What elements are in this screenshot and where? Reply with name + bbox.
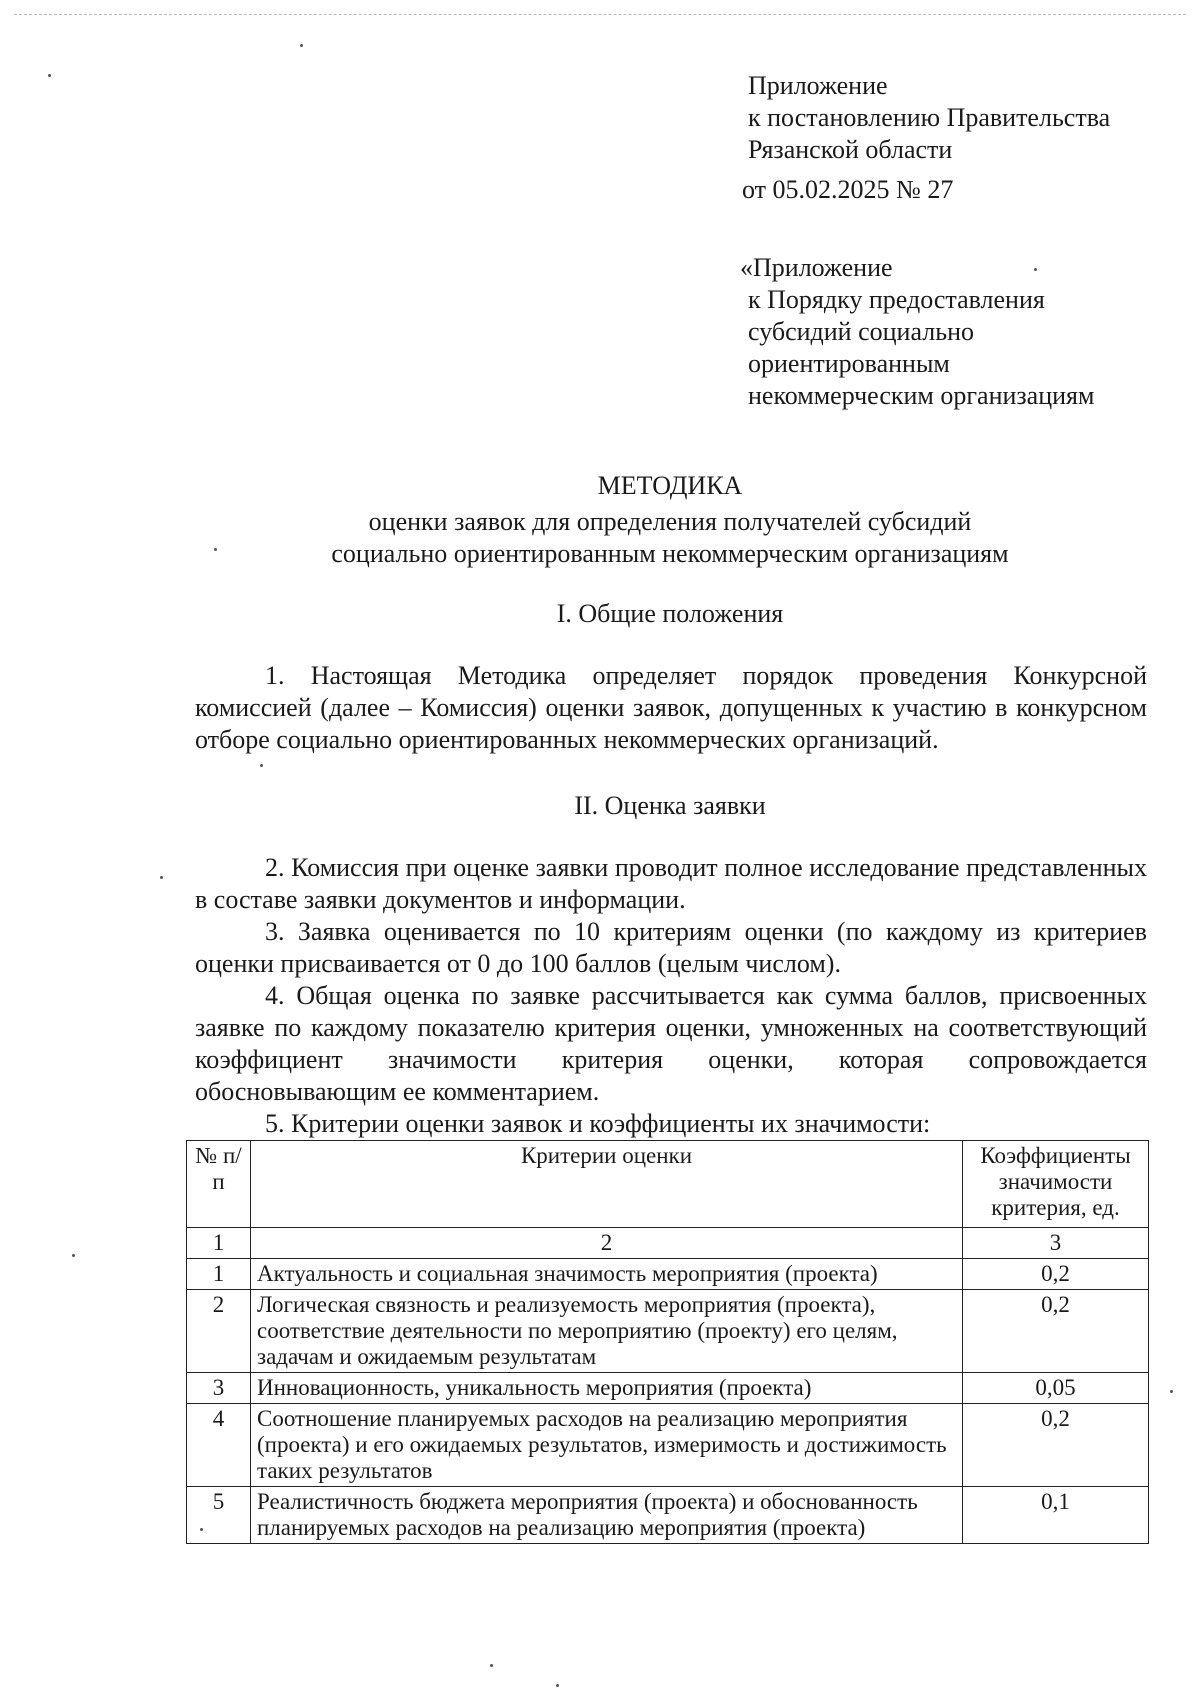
scan-edge-line [14,14,1186,15]
header-coefficient: Коэффициенты значимости критерия, ед. [963,1141,1149,1228]
section-heading-evaluation: II. Оценка заявки [574,791,766,820]
row-criterion: Соотношение планируемых расходов на реализацию мероприятия (проекта) и его ожидаемых результатов, измеримость и достижимость таких результатов [251,1404,963,1487]
document-title: МЕТОДИКА [597,471,743,500]
scan-speck [260,764,263,767]
appendix2-line: «Приложение [740,253,893,282]
document-subtitle-line: социально ориентированным некоммерческим организациям [331,539,1009,568]
row-criterion: Актуальность и социальная значимость мероприятия (проекта) [251,1259,963,1290]
table-row [187,1290,1149,1373]
row-criterion: Реалистичность бюджета мероприятия (проекта) и обоснованность планируемых расходов на реализацию мероприятия (проекта) [251,1487,963,1544]
table-row [187,1373,1149,1404]
header-number: № п/п [187,1141,251,1228]
column-number: 2 [251,1228,963,1259]
row-criterion: Инновационность, уникальность мероприятия (проекта) [251,1373,963,1404]
table-row [187,1404,1149,1487]
row-number: 5 [187,1487,251,1544]
paragraph-4: 4. Общая оценка по заявке рассчитывается как сумма баллов, присвоенных заявке по каждому показателю критерия оценки, умноженных на соответствующий коэффициент значимости критерия оценки, которая сопровождается обосновывающим ее комментарием. [195,981,1147,1106]
column-number: 1 [187,1228,251,1259]
scan-speck [556,1684,559,1687]
appendix2-line: к Порядку предоставления [748,285,1045,314]
header-criteria: Критерии оценки [251,1141,963,1228]
paragraph-5: 5. Критерии оценки заявок и коэффициенты их значимости: [265,1109,931,1138]
scan-speck [490,1664,493,1667]
appendix-line: к постановлению Правительства [748,103,1111,132]
row-coefficient: 0,2 [963,1404,1149,1487]
scan-speck [300,44,303,47]
table-column-numbers-row [187,1228,1149,1259]
row-criterion: Логическая связность и реализуемость мероприятия (проекта), соответствие деятельности по мероприятию (проекту) его целям, задачам и ожидаемым результатам [251,1290,963,1373]
table-row [187,1259,1149,1290]
row-number: 2 [187,1290,251,1373]
row-coefficient: 0,1 [963,1487,1149,1544]
table-header-row [187,1141,1149,1228]
row-coefficient: 0,2 [963,1290,1149,1373]
section-heading-general: I. Общие положения [556,599,784,628]
appendix2-line: некоммерческим организациям [748,381,1095,410]
scan-speck [48,74,51,77]
appendix-to-procedure-block [740,252,1095,412]
appendix-line: Приложение [748,71,888,100]
column-number: 3 [963,1228,1149,1259]
row-number: 4 [187,1404,251,1487]
scan-speck [72,1254,75,1257]
row-coefficient: 0,05 [963,1373,1149,1404]
scan-speck [160,876,163,879]
appendix2-line: субсидий социально [748,317,974,346]
decree-date-line: от 05.02.2025 № 27 [742,175,954,204]
document-subtitle-line: оценки заявок для определения получателей субсидий [368,507,972,536]
row-number: 3 [187,1373,251,1404]
paragraph-1: 1. Настоящая Методика определяет порядок проведения Конкурсной комиссией (далее – Комиссия) оценки заявок, допущенных к участию в конкурсном отборе социально ориентированных некоммерческих организаций. [195,661,1147,754]
appendix-line: Рязанской области [748,135,953,164]
row-coefficient: 0,2 [963,1259,1149,1290]
appendix2-line: ориентированным [748,349,950,378]
paragraph-3: 3. Заявка оценивается по 10 критериям оценки (по каждому из критериев оценки присваивается от 0 до 100 баллов (целым числом). [195,917,1147,978]
criteria-table [186,1140,1149,1544]
paragraph-2: 2. Комиссия при оценке заявки проводит полное исследование представленных в составе заявки документов и информации. [195,853,1147,914]
row-number: 1 [187,1259,251,1290]
scan-speck [1170,1390,1173,1393]
appendix-block [742,70,1111,206]
table-row [187,1487,1149,1544]
